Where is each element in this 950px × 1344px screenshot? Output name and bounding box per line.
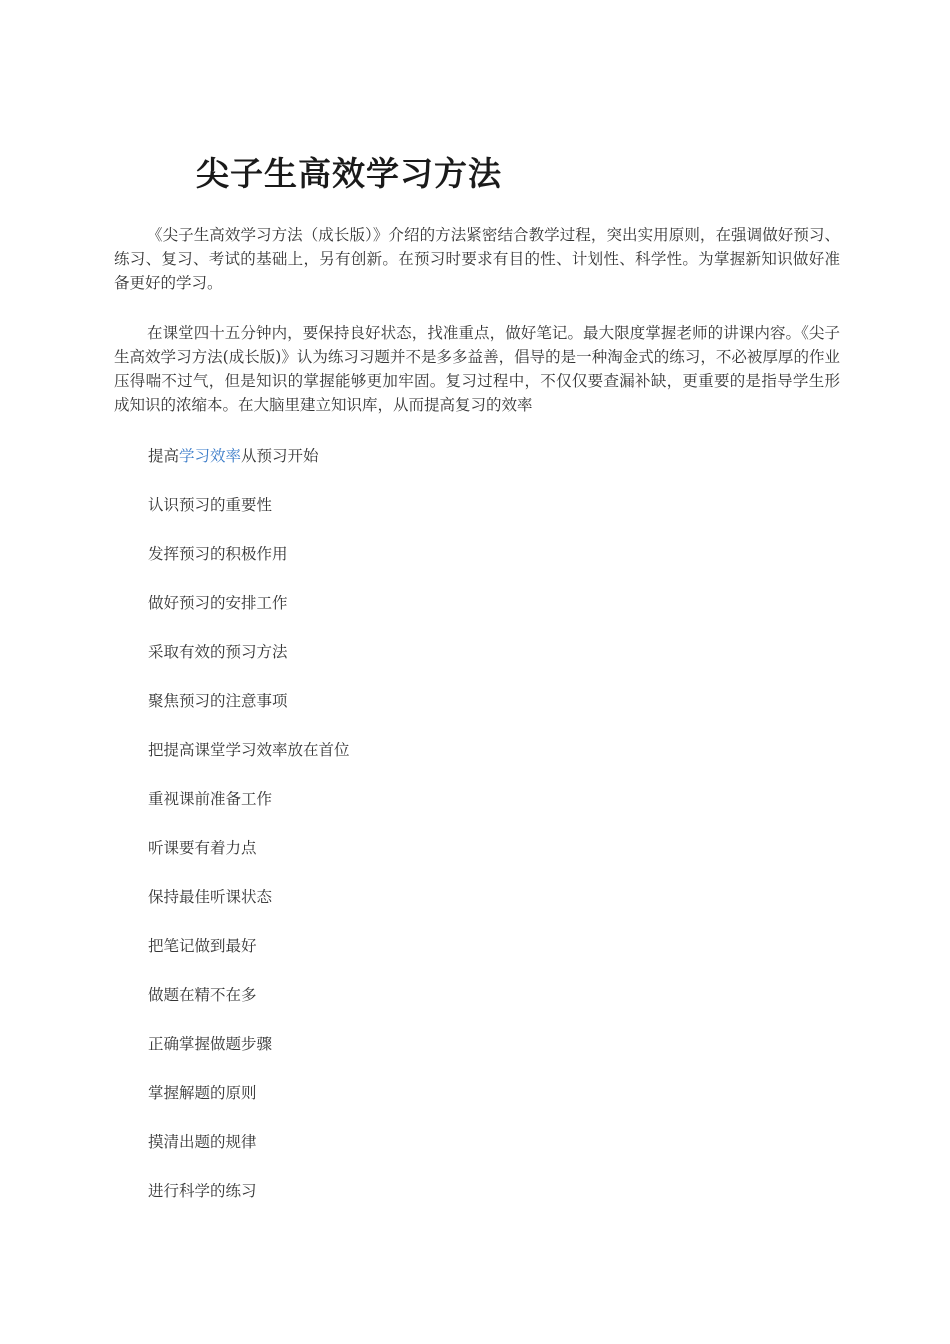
list-item: 做好预习的安排工作 [148,594,288,612]
list-item: 进行科学的练习 [148,1182,257,1200]
list-item: 发挥预习的积极作用 [148,545,288,563]
list-item-prefix: 提高 [148,447,180,465]
list-item: 认识预习的重要性 [148,496,273,514]
list-item: 采取有效的预习方法 [148,643,288,661]
study-efficiency-link[interactable]: 学习效率 [179,447,242,465]
document-title: 尖子生高效学习方法 [196,154,502,193]
list-item [148,444,350,493]
list-item: 听课要有着力点 [148,839,257,857]
intro-paragraph: 《尖子生高效学习方法（成长版）》介绍的方法紧密结合教学过程，突出实用原则，在强调做好预习、练习、复习、考试的基础上，另有创新。在预习时要求有目的性、计划性、科学性。为掌握新知识做好准备更好的学习。 [114,226,840,292]
list-item: 把笔记做到最好 [148,937,257,955]
list-item: 重视课前准备工作 [148,790,273,808]
list-item: 做题在精不在多 [148,986,257,1004]
list-item: 把提高课堂学习效率放在首位 [148,741,350,759]
topic-list [148,444,350,1228]
list-item-suffix: 从预习开始 [241,447,319,465]
list-item: 正确掌握做题步骤 [148,1035,273,1053]
list-item: 掌握解题的原则 [148,1084,257,1102]
list-item: 保持最佳听课状态 [148,888,273,906]
list-item: 摸清出题的规律 [148,1133,257,1151]
list-item: 聚焦预习的注意事项 [148,692,288,710]
classroom-paragraph: 在课堂四十五分钟内，要保持良好状态，找准重点，做好笔记。最大限度掌握老师的讲课内容。《尖子生高效学习方法(成长版)》认为练习习题并不是多多益善，倡导的是一种淘金式的练习，不必被厚厚的作业压得喘不过气，但是知识的掌握能够更加牢固。复习过程中，不仅仅要查漏补缺，更重要的是指导学生形成知识的浓缩本。在大脑里建立知识库，从而提高复习的效率 [114,324,840,414]
